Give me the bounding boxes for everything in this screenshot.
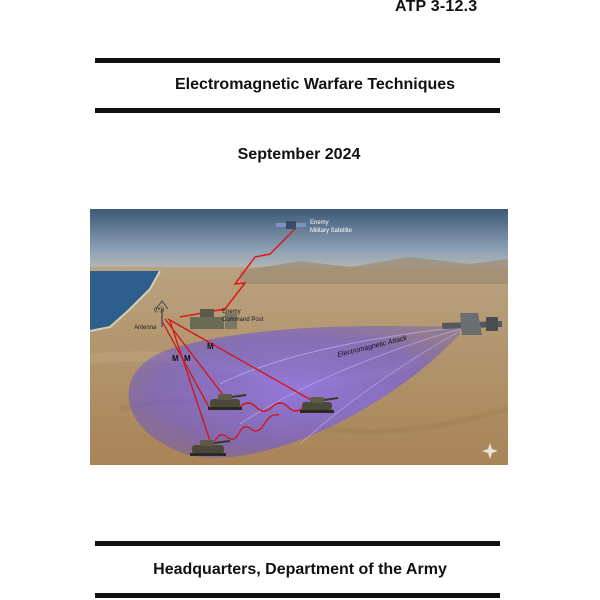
top-rule-lower (95, 108, 500, 113)
command-post-label: Command Post (222, 317, 264, 323)
antenna-label: Antenna (134, 325, 157, 331)
document-number: ATP 3-12.3 (395, 0, 478, 15)
command-post-label: Enemy (222, 309, 241, 315)
cover-illustration (90, 209, 508, 465)
m-marker: M (207, 342, 214, 351)
attack-label: Electromagnetic Attack (336, 334, 408, 359)
satellite-label: Enemy (310, 220, 329, 226)
document-title: Electromagnetic Warfare Techniques (174, 76, 456, 93)
m-marker: M (184, 354, 191, 363)
organization-name: Headquarters, Department of the Army (153, 561, 447, 578)
satellite-label: Military Satellite (310, 228, 353, 234)
m-marker: M (172, 354, 179, 363)
bottom-rule-upper (95, 541, 500, 546)
bottom-rule-lower (95, 593, 500, 598)
publication-date: September 2024 (237, 146, 361, 163)
svg-text:((•)): ((•)) (154, 307, 165, 313)
top-rule-upper (95, 58, 500, 63)
